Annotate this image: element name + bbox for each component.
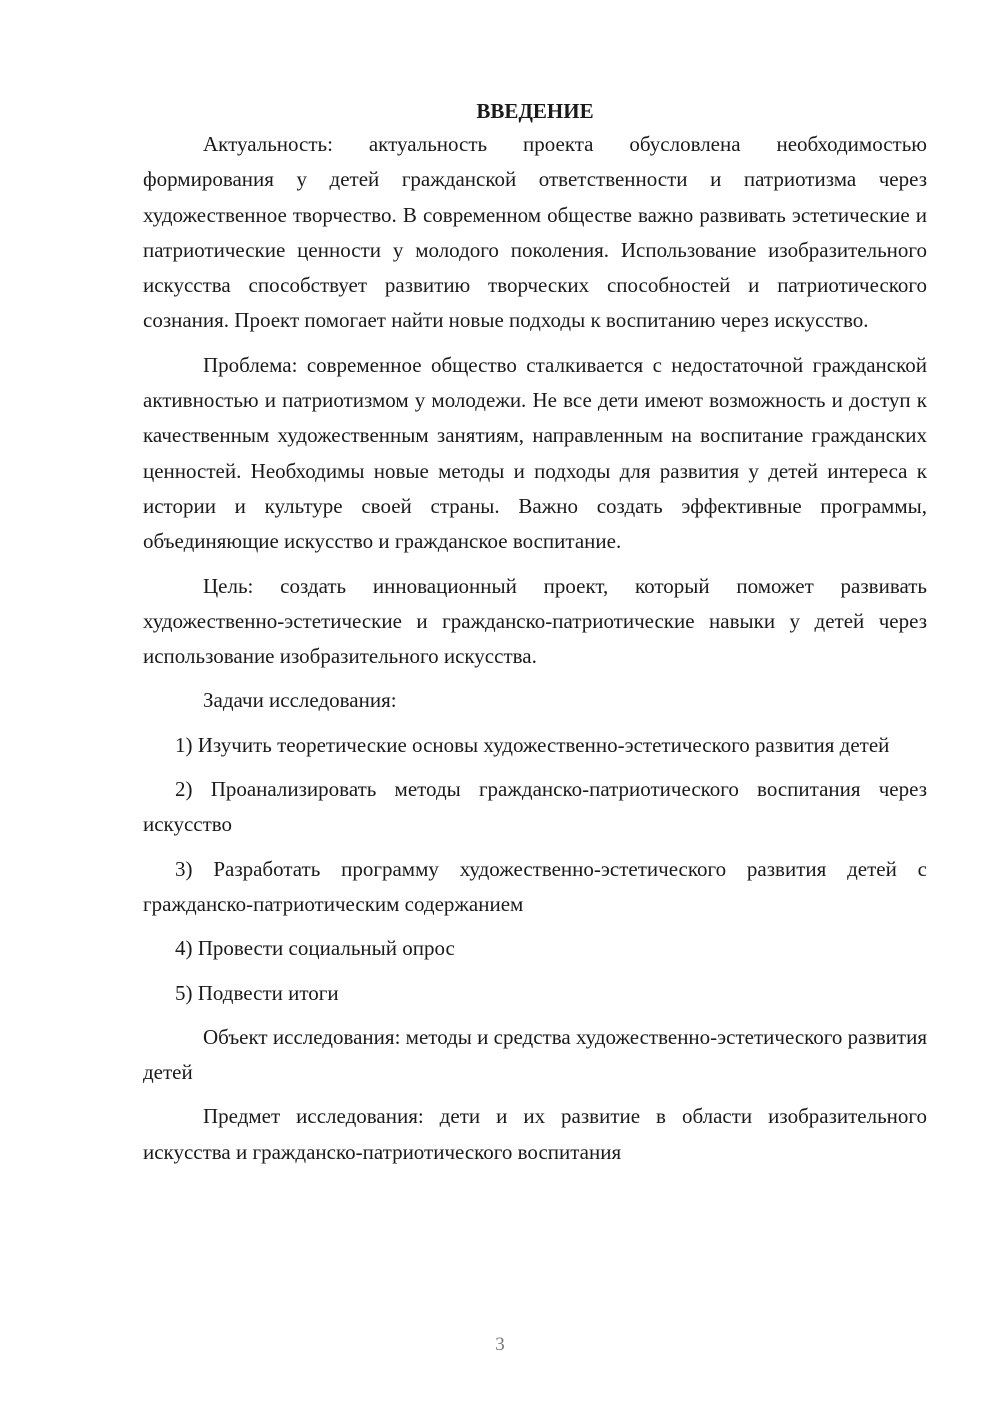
page-number: 3 — [495, 1334, 505, 1355]
task-item: 3) Разработать программу художественно-эстетического развития детей с гражданско-патриотическим содержанием — [143, 856, 927, 916]
goal-paragraph: Цель: создать инновационный проект, который поможет развивать художественно-эстетические и гражданско-патриотические навыки у детей через использование изобразительного искусства. — [143, 573, 927, 669]
task-item: 5) Подвести итоги — [175, 980, 339, 1005]
section-title: ВВЕДЕНИЕ — [476, 99, 594, 123]
subject-paragraph: Предмет исследования: дети и их развитие в области изобразительного искусства и гражданско-патриотического воспитания — [143, 1104, 927, 1164]
document-body — [143, 96, 927, 1179]
task-item: 1) Изучить теоретические основы художественно-эстетического развития детей — [175, 732, 890, 757]
task-item: 4) Провести социальный опрос — [175, 936, 455, 961]
relevance-paragraph: Актуальность: актуальность проекта обусловлена необходимостью формирования у детей гражданской ответственности и патриотизма через художественное творчество. В современном обществе важно развивать эстетические и патриотические ценности у молодого поколения. Использование изобразительного искусства способствует развитию творческих способностей и патриотического сознания. Проект помогает найти новые подходы к воспитанию через искусство. — [143, 132, 927, 333]
object-paragraph: Объект исследования: методы и средства художественно-эстетического развития детей — [143, 1024, 927, 1085]
task-item: 2) Проанализировать методы гражданско-патриотического воспитания через искусство — [143, 777, 927, 837]
problem-paragraph: Проблема: современное общество сталкивается с недостаточной гражданской активностью и патриотизмом у молодежи. Не все дети имеют возможность и доступ к качественным художественным занятиям, направленным на воспитание гражданских ценностей. Необходимы новые методы и подходы для развития у детей интереса к истории и культуре своей страны. Важно создать эффективные программы, объединяющие искусство и гражданское воспитание. — [143, 352, 927, 554]
tasks-list — [143, 728, 927, 1011]
tasks-heading: Задачи исследования: — [203, 688, 397, 713]
